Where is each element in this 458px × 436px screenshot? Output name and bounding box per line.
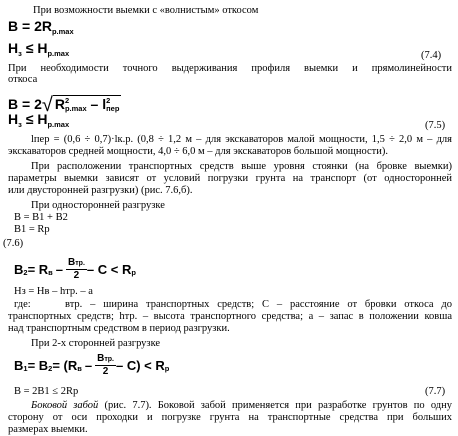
formula-height-precise [8,111,69,127]
paragraph-wavy-slope: При возможности выемки с «волнистым» откосом [33,5,259,16]
equation-number-7-4: (7.4) [421,50,442,61]
formula-subscript: 2 [23,267,28,277]
formula-subscript: p.max [51,27,74,36]
formula-lhs: H [8,40,19,56]
paragraph-transport-cont1: параметры выемки зависят от условий погрузки грунта на транспорт (от односторонней [8,173,452,184]
formula-lhs: B = 2R [8,18,52,34]
formula-b2 [14,254,136,284]
fraction-numerator [95,353,116,366]
equation-number-7-7: (7.7) [425,386,446,397]
formula-tail: – C < R [86,261,132,277]
formula-subscript: p [164,363,170,373]
paragraph-side-face-cont2: размерах выемки. [8,424,88,435]
side-face-term: Боковой забой [31,400,99,411]
paragraph-transport: При расположении транспортных средств выше уровня стоянки (на бровке выемки) [31,161,452,172]
fraction [95,353,116,377]
formula-subscript: p [131,267,136,277]
formula-subscript: p.max [47,49,70,58]
equation-b1: B1 = Rp [14,224,50,235]
fraction-numerator [66,257,87,270]
equation-b-double: B = 2B1 ≤ 2Rp [14,386,79,397]
formula-lhs: B [14,357,24,373]
minus-sign: – [84,357,93,373]
numerator-sub: тр. [104,356,114,363]
formula-subscript: з [18,49,22,58]
numerator-b: B [97,353,105,364]
paragraph-side-face-cont1: сторону от оси проходки и погрузке грунта на транспортные средства при больших [8,412,452,423]
paragraph-transport-cont2: или двусторонней разгрузки) (рис. 7.6,б). [8,185,193,196]
radicand-minus-l: – l [86,96,107,112]
paragraph-definitions-cont2: над транспортным средством в период разгрузки. [8,323,230,334]
paragraph-definitions-cont1: транспортных средств; hтр. – высота транспортного средства; a – запас в положении ковша [8,311,452,322]
side-face-text: (рис. 7.7). Боковой забой применяется при разработке грунтов по одну [98,400,452,411]
formula-subscript: 1 [23,363,28,373]
formula-eq: = B [27,357,49,373]
numerator-sub: тр. [75,260,85,267]
formula-subscript: в [77,363,82,373]
paragraph-precise-profile: При необходимости точного выдерживания профиля выемки и прямолинейности [8,63,452,74]
numerator-b: B [68,257,76,268]
radicand-r-sub: p.max [64,104,87,114]
radicand-r-sup: 2 [64,96,70,106]
formula-subscript: p.max [47,120,70,129]
paragraph-one-sided: При односторонней разгрузке [31,200,165,211]
paragraph-definitions: втр. – ширина транспортных средств; C – расстояние от бровки откоса до [65,299,452,310]
formula-subscript: 2 [48,363,53,373]
minus-sign: – [55,261,64,277]
formula-lhs: B [14,261,24,277]
paragraph-lper-cont: экскаваторов средней мощности, 4,0 ÷ 6,0 м – для экскаваторов большой мощности). [8,146,388,157]
paragraph-precise-profile-cont: откоса [8,74,38,85]
formula-mid: = (R [52,357,78,373]
radicand-r: R [54,96,65,112]
radicand-l-sub: пер [106,104,120,114]
sqrt-radicand [53,95,122,112]
equation-number-7-5: (7.5) [425,120,446,131]
formula-relation: ≤ H [21,111,48,127]
sqrt-icon: √ [41,94,53,116]
formula-subscript: з [18,120,22,129]
formula-b1-b2 [14,350,169,380]
where-label: где: [14,299,31,310]
equation-hz: Hз = Hв – hтр. – a [14,286,93,297]
equation-b-sum: B = B1 + B2 [14,212,68,223]
equation-number-7-6: (7.6) [3,238,24,249]
formula-relation: ≤ H [21,40,48,56]
formula-lhs: H [8,111,19,127]
formula-lhs: B = 2 [8,96,42,112]
fraction [66,257,87,281]
formula-height-wavy [8,40,69,56]
paragraph-two-sided: При 2-х сторонней разгрузке [31,338,161,349]
radicand-l-sup: 2 [106,96,111,106]
fraction-denominator: 2 [102,366,109,377]
formula-tail: – C) < R [116,357,165,373]
fraction-denominator: 2 [73,270,80,281]
formula-mid: = R [27,261,49,277]
paragraph-lper: lпер = (0,6 ÷ 0,7)·lк.р. (0,8 ÷ 1,2 м – для экскаваторов малой мощности, 1,5 ÷ 2,0 м – для [31,134,452,145]
formula-subscript: в [48,267,53,277]
formula-width-wavy [8,18,74,34]
